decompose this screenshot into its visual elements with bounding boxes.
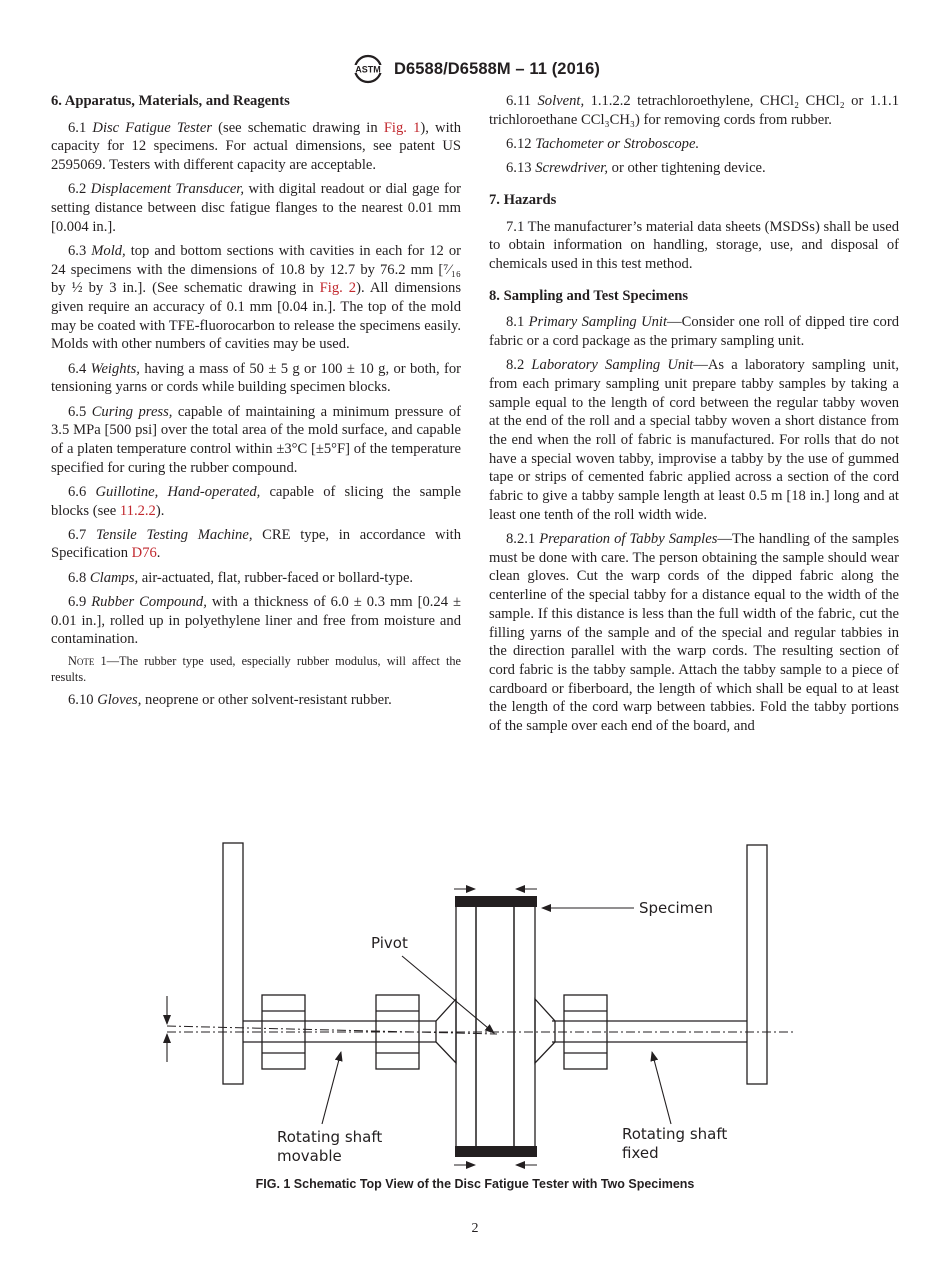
right-end-plate bbox=[747, 845, 767, 1084]
para-6-10: 6.10 Gloves, neoprene or other solvent-resistant rubber. bbox=[68, 691, 392, 708]
para-6-6: 6.6 Guillotine, Hand-operated, capable of slicing the sample blocks (see 11.2.2). bbox=[51, 483, 461, 519]
movable-shaft-centerline bbox=[167, 1026, 497, 1034]
para-6-4: 6.4 Weights, having a mass of 50 ± 5 g or 100 ± 10 g, or both, for tensioning yarns or cords while building specimen blocks. bbox=[51, 360, 461, 396]
left-column bbox=[51, 92, 461, 715]
para-6-8: 6.8 Clamps, air-actuated, flat, rubber-faced or bollard-type. bbox=[68, 569, 414, 586]
document-designation: D6588/D6588M – 11 (2016) bbox=[393, 59, 601, 78]
para-8-1: 8.1 Primary Sampling Unit—Consider one roll of dipped tire cord fabric or a cord package as the primary sampling unit. bbox=[489, 314, 899, 350]
fixed-shaft-leader bbox=[652, 1052, 671, 1124]
d76-link[interactable]: D76 bbox=[131, 545, 157, 562]
para-6-5: 6.5 Curing press, capable of maintaining a minimum pressure of 3.5 MPa [500 psi] over the total area of the mold surface, and capable of a platen temperature control within ±3°C [±5°F] of the temperature specified for curing the rubber compound. bbox=[51, 403, 461, 476]
para-8-2-1: 8.2.1 Preparation of Tabby Samples—The handling of the samples must be done with care. The person obtaining the sample should wear clean gloves. Cut the warp cords of the dipped fabric along the centerline of the special tabby for a distance equal to the width of the sample. If this distance is less than the full width of the fabric, cut the filling yarns of the sample and of the special and regular tabbies in the direction parallel with the warp cords. The resulting section of cord fabric is the tabby sample. Attach the tabby sample to a piece of cardboard or fiberboard, the length of which shall be equal to at least the length of the cord warp between tabbies. Fold the tabby portions of the sample over each end of the board, and bbox=[489, 531, 899, 735]
disc-gap bbox=[476, 903, 514, 1147]
logo-text: ASTM bbox=[355, 64, 381, 75]
para-6-11: 6.11 Solvent, 1.1.2.2 tetrachloroethylene, CHCl₂ CHCl₂ or 1.1.1 trichloroethane CCl₃CH₃) for removing cords from rubber. bbox=[489, 93, 899, 128]
movable-shaft-label-line2: movable bbox=[277, 1147, 342, 1165]
right-hub bbox=[535, 999, 555, 1063]
movable-shaft-leader bbox=[322, 1052, 341, 1124]
para-7-1: 7.1 The manufacturer’s material data sheets (MSDSs) shall be used to obtain information on handling, storage, use, and disposal of chemicals used in this test method. bbox=[489, 218, 899, 272]
fixed-shaft-label-line2: fixed bbox=[622, 1144, 659, 1162]
left-hub bbox=[436, 999, 456, 1063]
specimen-top bbox=[455, 896, 537, 907]
para-6-1: 6.1 Disc Fatigue Tester (see schematic drawing in Fig. 1), with capacity for 12 specimens. For actual dimensions, see patent US 2595069. Testers with different capacity are acceptable. bbox=[51, 119, 461, 174]
specimen-bottom bbox=[455, 1146, 537, 1157]
page-header bbox=[0, 52, 950, 86]
note-1: Note 1—The rubber type used, especially rubber modulus, will affect the results. bbox=[51, 654, 461, 684]
right-column bbox=[489, 92, 899, 741]
pivot-label: Pivot bbox=[371, 934, 408, 952]
para-6-12: 6.12 Tachometer or Stroboscope. bbox=[506, 135, 700, 152]
para-6-9: 6.9 Rubber Compound, with a thickness of 6.0 ± 0.3 mm [0.24 ± 0.01 in.], rolled up in polyethylene liner and free from moisture and contamination. bbox=[51, 593, 461, 648]
fig-1-link[interactable]: Fig. 1 bbox=[383, 119, 421, 136]
specimen-motion-arrows bbox=[454, 889, 537, 1165]
para-6-3: 6.3 Mold, top and bottom sections with cavities in each for 12 or 24 specimens with the dimensions of 10.8 by 12.7 by 76.2 mm [⁷⁄₁₆ by ½ by 3 in.]. (See schematic drawing in Fig. 2). All dimensions given require an accuracy of 0.1 mm [0.04 in.]. The top of the mold may be coated with TFE-fluorocarbon to release the specimens easily. Molds with other numbers of cavities may be used. bbox=[51, 242, 462, 353]
section-11-2-2-link[interactable]: 11.2.2 bbox=[119, 502, 156, 519]
fixed-shaft-label-line1: Rotating shaft bbox=[622, 1125, 728, 1143]
section-8-heading: 8. Sampling and Test Specimens bbox=[489, 287, 689, 304]
astm-logo-icon bbox=[350, 54, 386, 84]
movable-shaft-label-line1: Rotating shaft bbox=[277, 1128, 383, 1146]
figure-1-diagram bbox=[150, 835, 800, 1175]
specimen-label: Specimen bbox=[639, 899, 714, 917]
para-8-2: 8.2 Laboratory Sampling Unit—As a laboratory sampling unit, from each primary sampling unit prepare tabby samples by taking a sample equal to the length of cord between the regular tabby woven at the end of the roll and a special tabby woven a short distance from the end when the roll of fabric is manufactured. For rolls that do not have a special woven tabby, improvise a tabby by the use of gummed tape or strips of cemented fabric applied across a section of the cord fabric to give a tabby sample length at least 0.5 m [18 in.] long and at least one tenth of the roll width wide. bbox=[489, 357, 899, 523]
right-disc bbox=[514, 903, 535, 1147]
left-disc bbox=[456, 903, 476, 1147]
figure-1-caption: FIG. 1 Schematic Top View of the Disc Fatigue Tester with Two Specimens bbox=[255, 1177, 695, 1191]
section-6-heading: 6. Apparatus, Materials, and Reagents bbox=[51, 93, 290, 109]
page-number: 2 bbox=[471, 1221, 479, 1236]
left-end-plate bbox=[223, 843, 243, 1084]
para-6-7: 6.7 Tensile Testing Machine, CRE type, in accordance with Specification D76. bbox=[51, 526, 461, 562]
para-6-2: 6.2 Displacement Transducer, with digital readout or dial gage for setting distance between disc fatigue flanges to the nearest 0.01 mm [0.004 in.]. bbox=[51, 181, 462, 235]
fig-2-link[interactable]: Fig. 2 bbox=[319, 280, 357, 297]
para-6-13: 6.13 Screwdriver, or other tightening device. bbox=[506, 160, 766, 177]
section-7-heading: 7. Hazards bbox=[489, 191, 557, 208]
